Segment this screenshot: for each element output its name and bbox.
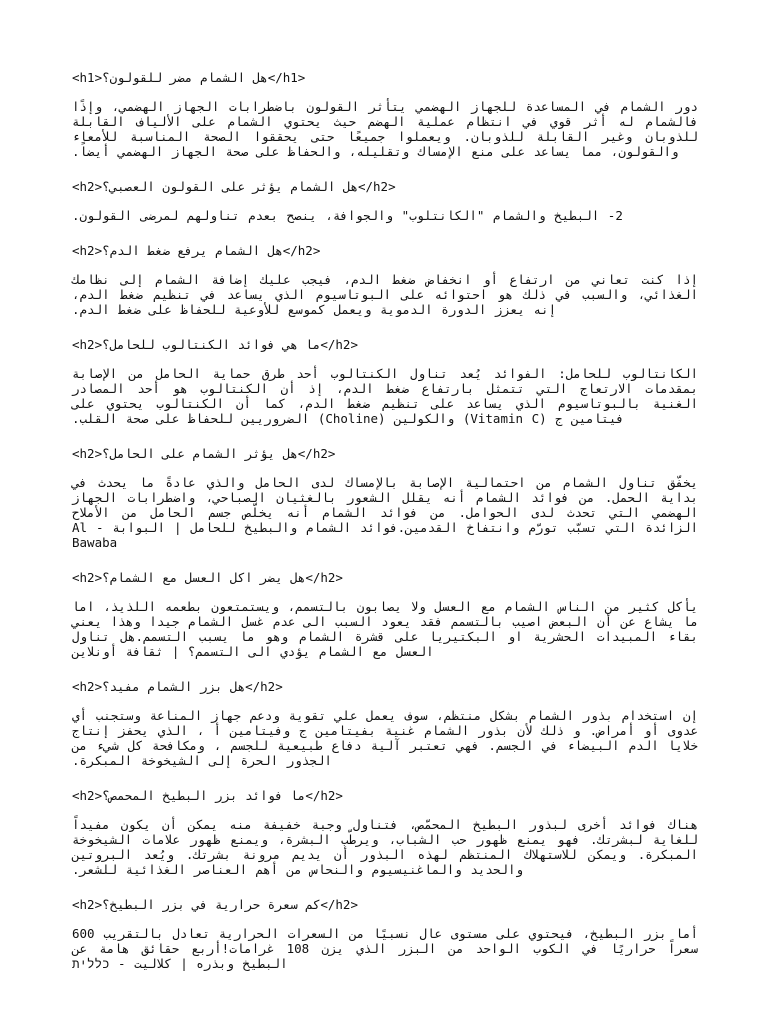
section-paragraph: يخفّق تناول الشمام من احتمالية الإصابة بالإمساك لدى الحامل والذي عادةً ما يحدث في بداية الحمل. من فوائد الشمام أنه يقلل الشعور بالغثيان الصباحي، واضطرابات الجهاز الهضمي التي تحدث لدى الحوامل. من فوائد الشمام أنه يخلّص جسم الحامل من الأملاح الزائدة التي تسبّب تورّم وانتفاخ القدمين.فوائد الشمام والبطيخ للحامل | البوابة - Al Bawaba [72, 475, 698, 550]
section-paragraph: إذا كنت تعاني من ارتفاع أو انخفاض ضغط الدم، فيجب عليك إضافة الشمام إلى نظامك الغذائي، والسبب في ذلك هو احتوائه على البوتاسيوم الذي يساعد في تنظيم ضغط الدم، إنه يعزز الدورة الدموية ويعمل كموسع للأوعية للحفاظ على ضغط الدم. [72, 272, 698, 317]
section-heading: <h2>هل الشمام يؤثر على القولون العصبي؟</h2> [72, 179, 396, 194]
section-6 [72, 570, 698, 659]
section-heading: <h2>هل يؤثر الشمام على الحامل؟</h2> [72, 446, 336, 461]
section-paragraph: أما بزر البطيخ، فيحتوي على مستوى عال نسبيًا من السعرات الحرارية تعادل بالتقريب 600 سعراً حراريًا في الكوب الواحد من البزر الذي يزن 108 غرامات!أربع حقائق هامة عن البطيخ وبذره | كلاليت - כללית [72, 926, 698, 971]
document-page [72, 70, 698, 991]
section-paragraph: دور الشمام في المساعدة للجهاز الهضمي يتأثر القولون باضطرابات الجهاز الهضمي، وإذًا فالشمام له أثر قوي في انتظام عملية الهضم حيث يحتوي الشمام على الألياف القابلة للذوبان وغير القابلة للذوبان. ويعملوا جميعًا حتى يحققوا الصحة المناسبة للأمعاء والقولون، مما يساعد على منع الإمساك وتقليله، والحفاظ على صحة الجهاز الهضمي أيضاً. [72, 99, 698, 159]
section-heading: <h2>هل الشمام يرفع ضغط الدم؟</h2> [72, 243, 321, 258]
section-4 [72, 337, 698, 426]
section-paragraph: يأكل كثير من الناس الشمام مع العسل ولا يصابون بالتسمم، ويستمتعون بطعمه اللذيذ، اما ما يشاع عن أن البعض اصيب بالتسمم فقد يعود السبب الى عدم غسل الشمام جيدا وهذا يعني بقاء المبيدات الحشرية او البكتيريا على قشرة الشمام وهو ما يسبب التسمم.هل تناول العسل مع الشمام يؤدي الى التسمم؟ | ثقافة أونلاين [72, 599, 698, 659]
section-paragraph: إن استخدام بذور الشمام بشكل منتظم، سوف يعمل علي تقوية ودعم جهاز المناعة وستجنب أي عدوى أو أمراض. و ذلك لأن بذور الشمام غنية بفيتامين ج وفيتامين أ ، الذي يحفز إنتاج خلايا الدم البيضاء في الجسم. فهي تعتبر آلية دفاع طبيعية للجسم ، ومكافحة كل شيء من الجذور الحرة إلى الشيخوخة المبكرة. [72, 708, 698, 768]
section-heading: <h2>كم سعرة حرارية في بزر البطيخ؟</h2> [72, 897, 358, 912]
section-1 [72, 70, 698, 159]
section-paragraph: 2- البطيخ والشمام "الكانتلوب" والجوافة، ينصح بعدم تناولهم لمرضى القولون. [72, 208, 623, 223]
section-7 [72, 679, 698, 768]
section-heading: <h2>هل يضر اكل العسل مع الشمام؟</h2> [72, 570, 343, 585]
section-paragraph: الكانتالوب للحامل: الفوائد يُعد تناول الكنتالوب أحد طرق حماية الحامل من الإصابة بمقدمات الارتعاج التي تتمثل بارتفاع ضغط الدم، إذ أن الكنتالوب هو أحد المصادر الغنية بالبوتاسيوم الذي يساعد على تنظيم ضغط الدم، كما أن الكنتالوب يحتوي على فيتامين ج (Vitamin C) والكولين (Choline) الضروريين للحفاظ على صحة القلب. [72, 366, 698, 426]
section-paragraph: هناك فوائد أخرى لبذور البطيخ المحمّص، فتناول وجبة خفيفة منه يمكن أن يكون مفيداً للغاية لبشرتك. فهو يمنع ظهور حب الشباب، ويرطّب البشرة، ويمنع ظهور علامات الشيخوخة المبكرة. ويمكن للاستهلاك المنتظم لهذه البذور أن يديم مرونة بشرتك. ويُعد البروتين والحديد والماغنيسيوم والنحاس من أهم العناصر الغذائية للشعر. [72, 817, 698, 877]
section-heading: <h2>ما هي فوائد الكنتالوب للحامل؟</h2> [72, 337, 358, 352]
section-heading: <h1>هل الشمام مضر للقولون؟</h1> [72, 70, 306, 85]
section-3 [72, 243, 698, 317]
section-9 [72, 897, 698, 971]
section-heading: <h2>هل بزر الشمام مفيد؟</h2> [72, 679, 283, 694]
section-5 [72, 446, 698, 550]
section-heading: <h2>ما فوائد بزر البطيخ المحمص؟</h2> [72, 788, 343, 803]
section-2 [72, 179, 698, 223]
section-8 [72, 788, 698, 877]
